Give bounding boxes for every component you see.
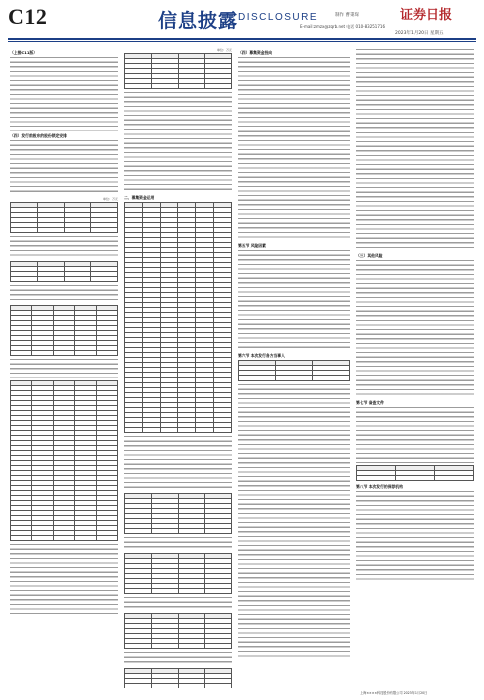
table-cell: [142, 428, 160, 433]
table-cell: [151, 643, 178, 648]
table-cell: [125, 428, 143, 433]
table-cell: [11, 227, 38, 232]
body-text-block: [10, 140, 118, 195]
body-text-block: [356, 49, 474, 251]
body-text-block: [10, 359, 118, 377]
page-number: C12: [8, 4, 48, 29]
table-cell: [96, 351, 117, 356]
section-heading: 第七节 备查文件: [356, 400, 384, 406]
section-heading: （三）其他风险: [356, 253, 383, 259]
table-cell: [396, 475, 435, 480]
table-row: [11, 227, 118, 232]
table-cell: [239, 376, 276, 381]
table-row: [125, 683, 232, 688]
body-text-block: [356, 260, 474, 398]
section-title-english: DISCLOSURE: [238, 12, 319, 23]
data-table: [356, 465, 474, 481]
table-cell: [125, 683, 152, 688]
section-heading: 第五节 风险因素: [238, 243, 266, 248]
body-text-block: [124, 652, 232, 666]
table-cell: [75, 535, 96, 540]
section-heading: （上接C11版）: [10, 50, 38, 55]
contact-line: E-mail:zmzx@zqrb.net 电话 010-83251716: [300, 24, 385, 29]
table-cell: [91, 227, 118, 232]
text-column-2: [124, 48, 232, 688]
table-cell: [178, 589, 205, 594]
table-cell: [178, 428, 196, 433]
table-cell: [178, 643, 205, 648]
body-text-block: [124, 537, 232, 551]
table-cell: [178, 84, 205, 89]
table-cell: [91, 276, 118, 281]
table-cell: [178, 529, 205, 534]
text-column-3: [238, 48, 350, 688]
table-cell: [96, 535, 117, 540]
section-heading: 第六节 本次发行各方当事人: [238, 353, 285, 359]
data-table: [124, 202, 232, 433]
table-cell: [53, 351, 74, 356]
table-cell: [214, 428, 232, 433]
table-row: [125, 428, 232, 433]
table-cell: [75, 351, 96, 356]
table-cell: [205, 589, 232, 594]
data-table: [124, 613, 232, 649]
table-cell: [64, 227, 91, 232]
section-heading: （四）募集资金投向: [238, 50, 273, 55]
table-cell: [205, 643, 232, 648]
data-table: [10, 202, 118, 233]
table-row: [239, 376, 350, 381]
body-text-block: [124, 436, 232, 491]
table-cell: [151, 529, 178, 534]
body-text-block: [124, 92, 232, 193]
table-cell: [37, 227, 64, 232]
data-table: [124, 553, 232, 594]
body-text-block: [10, 285, 118, 303]
table-cell: [151, 84, 178, 89]
table-row: [357, 475, 474, 480]
data-table: [10, 261, 118, 282]
body-text-block: [10, 544, 118, 618]
header-rule-thin: [8, 41, 476, 42]
table-cell: [125, 84, 152, 89]
table-cell: [178, 683, 205, 688]
section-title: 信息披露: [158, 10, 239, 32]
table-cell: [64, 276, 91, 281]
section-heading: 二、募集资金运用: [124, 195, 155, 201]
table-row: [125, 84, 232, 89]
table-cell: [37, 276, 64, 281]
issue-date: 2023年1月20日 星期五: [395, 31, 444, 36]
body-text-block: [356, 491, 474, 583]
body-text-block: [10, 57, 118, 131]
table-cell: [357, 475, 396, 480]
table-cell: [11, 276, 38, 281]
data-table: [10, 305, 118, 356]
page-header: [0, 0, 484, 44]
table-cell: [125, 529, 152, 534]
table-row: [11, 276, 118, 281]
table-cell: [125, 643, 152, 648]
table-row: [11, 535, 118, 540]
body-text-block: [238, 57, 350, 241]
body-text-block: [238, 384, 350, 660]
table-cell: [276, 376, 313, 381]
table-cell: [205, 84, 232, 89]
table-cell: [205, 683, 232, 688]
body-text-block: [124, 597, 232, 611]
table-row: [125, 643, 232, 648]
table-cell: [160, 428, 178, 433]
table-row: [125, 589, 232, 594]
data-table: [10, 380, 118, 541]
table-cell: [435, 475, 474, 480]
body-text-block: [10, 236, 118, 259]
editor-line: 制作 曹秉琛: [335, 13, 359, 18]
table-row: [125, 529, 232, 534]
table-cell: [205, 529, 232, 534]
section-heading: （四）发行前股东的股份锁定安排: [10, 132, 67, 138]
table-cell: [151, 683, 178, 688]
table-cell: [32, 535, 53, 540]
table-cell: [196, 428, 214, 433]
text-column-1: [10, 48, 118, 688]
header-rule: [8, 38, 476, 40]
table-unit-caption: 单位：万元: [216, 48, 232, 52]
text-column-4: [356, 48, 474, 688]
table-cell: [53, 535, 74, 540]
table-row: [11, 351, 118, 356]
body-text-block: [356, 407, 474, 462]
table-cell: [125, 589, 152, 594]
footer-signature: 上海××××科技股份有限公司 2023年1月20日: [360, 691, 428, 695]
newspaper-logo: 证券日报: [400, 8, 453, 23]
table-cell: [313, 376, 350, 381]
data-table: [124, 493, 232, 534]
table-cell: [11, 535, 32, 540]
table-unit-caption: 单位：万元: [102, 196, 118, 201]
body-text-block: [238, 250, 350, 351]
data-table: [124, 668, 232, 688]
table-cell: [32, 351, 53, 356]
data-table: [124, 53, 232, 89]
table-cell: [151, 589, 178, 594]
section-heading: 第八节 本次发行的保荐机构: [356, 483, 403, 489]
table-cell: [11, 351, 32, 356]
data-table: [238, 360, 350, 381]
